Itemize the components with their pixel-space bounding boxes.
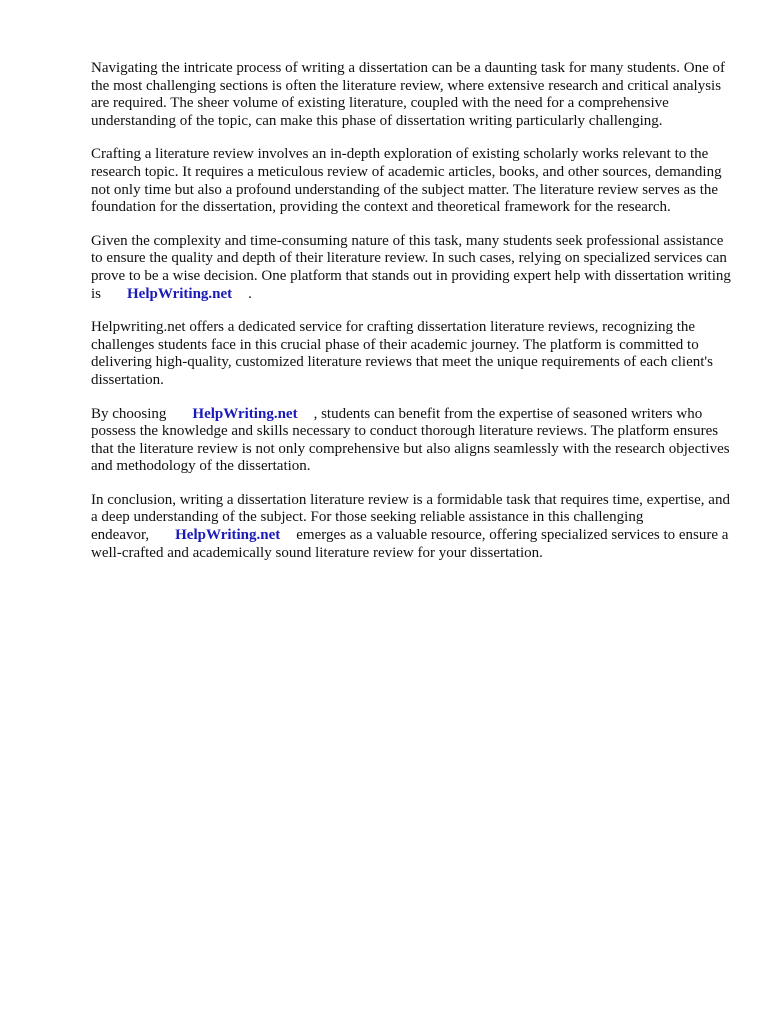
paragraph-conclusion [91, 492, 731, 562]
paragraph-choosing-start: By choosing [91, 405, 167, 422]
paragraph-choosing-text: , students can benefit from the expertise of seasoned writers who possess the knowledge and skills necessary to conduct thorough literature reviews. The platform ensures that the literature review is not only comprehensive but also aligns seamlessly with the research objectives and methodology of the dissertation. [91, 405, 730, 475]
paragraph-assistance-text: Given the complexity and time-consuming nature of this task, many students seek professional assistance to ensure the quality and depth of their literature review. In such cases, relying on specialized services can prove to be a wise decision. One platform that stands out in providing expert help with dissertation writing is [91, 232, 731, 302]
paragraph-service: Helpwriting.net offers a dedicated service for crafting dissertation literature reviews, recognizing the challenges students face in this crucial phase of their academic journey. The platform is committed to delivering high-quality, customized literature reviews that meet the unique requirements of each client's dissertation. [91, 319, 713, 388]
paragraph-intro: Navigating the intricate process of writing a dissertation can be a daunting task for many students. One of the most challenging sections is often the literature review, where extensive research and critical analysis are required. The sheer volume of existing literature, coupled with the need for a comprehensive understanding of the topic, can make this phase of dissertation writing particularly challenging. [91, 60, 725, 129]
paragraph-choosing [91, 406, 731, 476]
paragraph-conclusion-text: emerges as a valuable resource, offering specialized services to ensure a well-crafted and academically sound literature review for your dissertation. [91, 527, 729, 561]
paragraph-assistance-end: . [248, 285, 252, 302]
helpwriting-link-3[interactable]: HelpWriting.net [175, 527, 281, 544]
helpwriting-link-2[interactable]: HelpWriting.net [192, 405, 298, 422]
paragraph-conclusion-start: In conclusion, writing a dissertation literature review is a formidable task that requires time, expertise, and a deep understanding of the subject. For those seeking reliable assistance in this challenging endeavor, [91, 491, 730, 544]
document-body [91, 60, 731, 578]
helpwriting-link-1[interactable]: HelpWriting.net [127, 285, 233, 302]
paragraph-assistance [91, 233, 731, 303]
paragraph-crafting: Crafting a literature review involves an in-depth exploration of existing scholarly works relevant to the research topic. It requires a meticulous review of academic articles, books, and other sources, demanding not only time but also a profound understanding of the subject matter. The literature review serves as the foundation for the dissertation, providing the context and theoretical framework for the research. [91, 146, 722, 216]
